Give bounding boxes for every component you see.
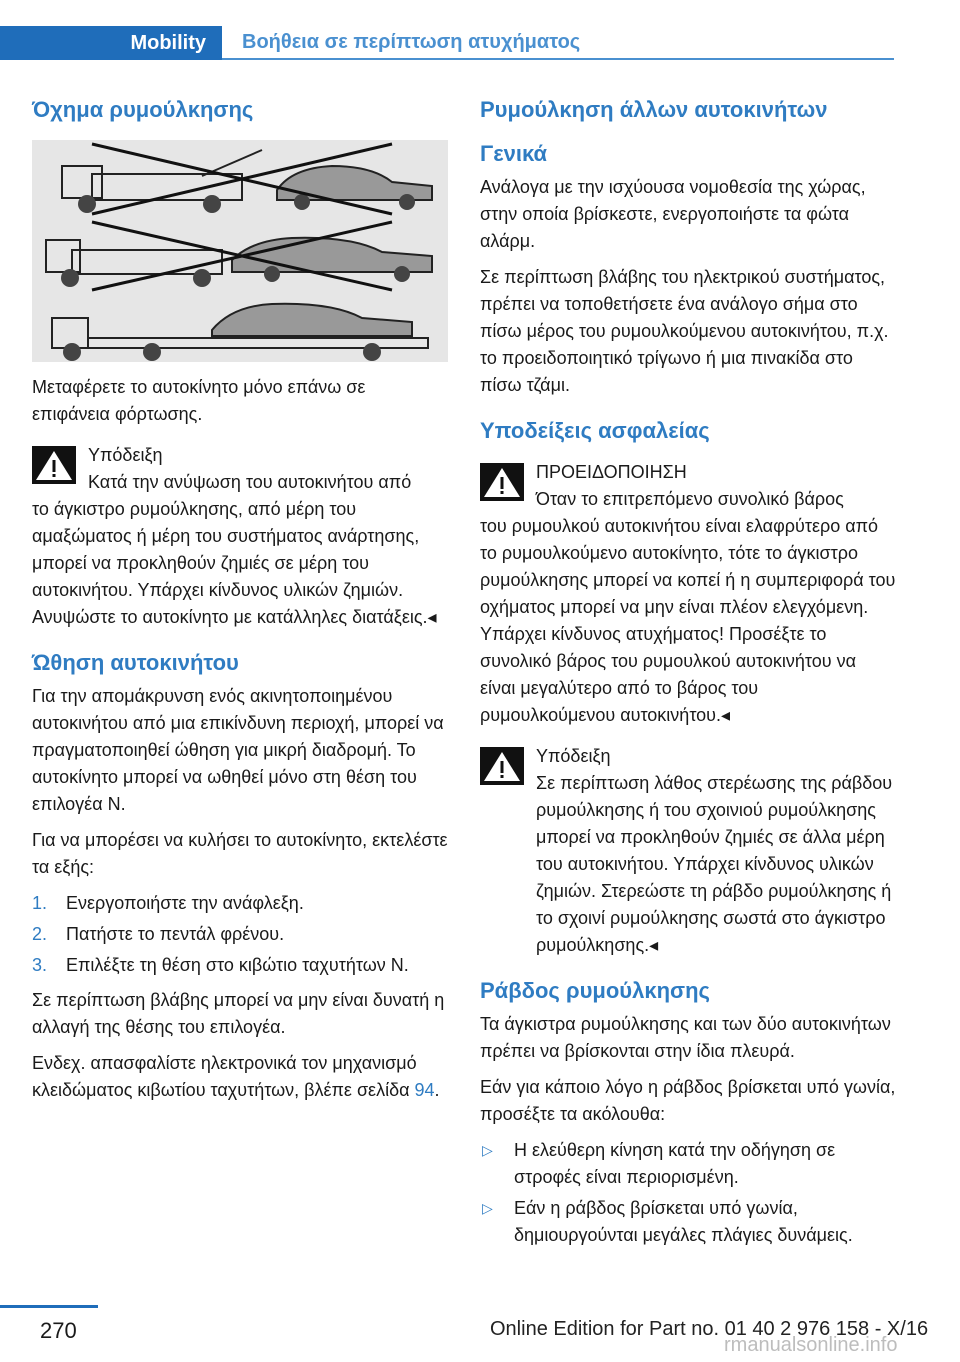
push-instructions-intro: Για να μπορέσει να κυλήσει το αυτοκίνητο, εκτελέστε τα εξής: [32,830,448,877]
towing-methods-illustration [32,140,448,362]
footer-rule [0,1305,98,1308]
warning-text: του ρυμουλκού αυτοκινήτου είναι ελαφρύτερο από το ρυμουλκούμενο αυτοκίνητο, τότε το άγκιστρο ρυμούλκησης μπορεί να κοπεί ή η συμπεριφορά του οχήματος μπορεί να μην είναι πλέον ελεγχόμενη. Υπάρχει κίνδυνος ατυχήματος! Προσέξτε το συνολικό βάρος του ρυμουλκού αυτοκινήτου να είναι μεγαλύτερο από το βάρος του ρυμουλκούμενου αυτοκινήτου.◂ [480,516,896,725]
safety-notes-heading: Υποδείξεις ασφαλείας [480,418,710,443]
tow-bar-angle-paragraph: Εάν για κάποιο λόγο η ράβδος βρίσκεται υπό γωνία, προσέξτε τα ακόλουθα: [480,1077,896,1124]
tow-bar-paragraph: Τα άγκιστρα ρυμούλκησης και των δύο αυτοκινήτων πρέπει να βρίσκονται στην ίδια πλευρά. [480,1014,891,1061]
page-number: 270 [40,1318,77,1343]
left-column [32,96,448,1113]
triangle-bullet-icon: ▷ [482,1142,493,1158]
hazard-lights-paragraph: Ανάλογα με την ισχύουσα νομοθεσία της χώρας, στην οποία βρίσκεστε, ενεργοποιήστε τα φώτα αλάρμ. [480,177,866,251]
page-header [0,0,960,62]
note-text: το άγκιστρο ρυμούλκησης, από μέρη του αμαξώματος ή μέρη του συστήματος ανάρτησης, μπορεί να προκληθούν ζημιές σε μέρη του αυτοκινήτου. Υπάρχει κίνδυνος υλικών ζημιών. Ανυψώστε το αυτοκίνητο με κατάλληλες διατάξεις.◂ [32,499,437,627]
warning-triangle-icon [480,463,524,501]
note-text-first: Κατά την ανύψωση του αυτοκινήτου από [88,472,412,492]
note-label: Υπόδειξη [536,746,611,766]
transmission-unlock-paragraph: Ενδεχ. απασφαλίστε ηλεκτρονικά τον μηχανισμό κλειδώματος κιβωτίου ταχυτήτων, βλέπε σελίδα 94. [32,1053,440,1100]
edition-text: Online Edition for Part no. 01 40 2 976 158 - X/16 [490,1318,929,1340]
general-heading: Γενικά [480,141,548,166]
tow-vehicle-heading: Όχημα ρυμούλκησης [32,97,254,122]
electrical-failure-paragraph: Σε περίπτωση βλάβης του ηλεκτρικού συστήματος, πρέπει να τοποθετήσετε ένα ανάλογο σήμα στο πίσω μέρος του ρυμουλκούμενου αυτοκινήτου, π.χ. το προειδοποιητικό τρίγωνο ή μια πινακίδα στο πίσω τζάμι. [480,267,889,395]
damage-note [32,442,448,631]
warning-label: ΠΡΟΕΙΔΟΠΟΙΗΣΗ [536,462,687,482]
attachment-note [480,743,896,959]
weight-warning [480,459,896,729]
list-item: ▷ Η ελεύθερη κίνηση κατά την οδήγηση σε στροφές είναι περιορισμένη. [480,1137,896,1191]
note-text: Σε περίπτωση λάθος στερέωσης της ράβδου ρυμούλκησης ή του σχοινιού ρυμούλκησης μπορεί να προκληθούν ζημιές σε άλλα μέρη του αυτοκινήτου. Υπάρχει κίνδυνος υλικών ζημιών. Στερεώστε τη ράβδο ρυμούλκησης ή το σχοινί ρυμούλκησης σωστά στο άγκιστρο ρυμούλκησης.◂ [536,773,893,955]
list-item: ▷ Εάν η ράβδος βρίσκεται υπό γωνία, δημιουργούνται μεγάλες πλάγιες δυνάμεις. [480,1195,896,1249]
tow-other-vehicles-heading: Ρυμούλκηση άλλων αυτοκινήτων [480,97,828,122]
watermark: rmanualsonline.info [724,1334,898,1356]
push-steps-list [32,890,448,979]
section-tab-accident-help[interactable]: Βοήθεια σε περίπτωση ατυχήματος [222,26,894,60]
right-column [480,96,896,1257]
list-item: 3. Επιλέξτε τη θέση στο κιβώτιο ταχυτήτων N. [32,955,409,975]
tow-bar-bullets [480,1137,896,1249]
list-item: 1. Ενεργοποιήστε την ανάφλεξη. [32,893,304,913]
page-reference-link[interactable]: 94 [414,1080,435,1100]
warning-triangle-icon [32,446,76,484]
figure-caption: Μεταφέρετε το αυτοκίνητο μόνο επάνω σε επιφάνεια φόρτωσης. [32,377,366,424]
selector-failure-paragraph: Σε περίπτωση βλάβης μπορεί να μην είναι δυνατή η αλλαγή της θέσης του επιλογέα. [32,990,445,1037]
warning-text-first: Όταν το επιτρεπόμενο συνολικό βάρος [536,489,844,509]
push-vehicle-heading: Ώθηση αυτοκινήτου [32,650,239,675]
triangle-bullet-icon: ▷ [482,1200,493,1216]
note-label: Υπόδειξη [88,445,163,465]
warning-triangle-icon [480,747,524,785]
list-item: 2. Πατήστε το πεντάλ φρένου. [32,924,285,944]
chapter-tab-mobility[interactable]: Mobility [0,26,222,60]
tow-bar-heading: Ράβδος ρυμούλκησης [480,978,710,1003]
push-paragraph: Για την απομάκρυνση ενός ακινητοποιημένου αυτοκινήτου από μια επικίνδυνη περιοχή, μπορεί να πραγματοποιηθεί ώθηση για μικρή διαδρομή. Το αυτοκίνητο μπορεί να ωθηθεί μόνο στη θέση του επιλογέα N. [32,686,444,814]
